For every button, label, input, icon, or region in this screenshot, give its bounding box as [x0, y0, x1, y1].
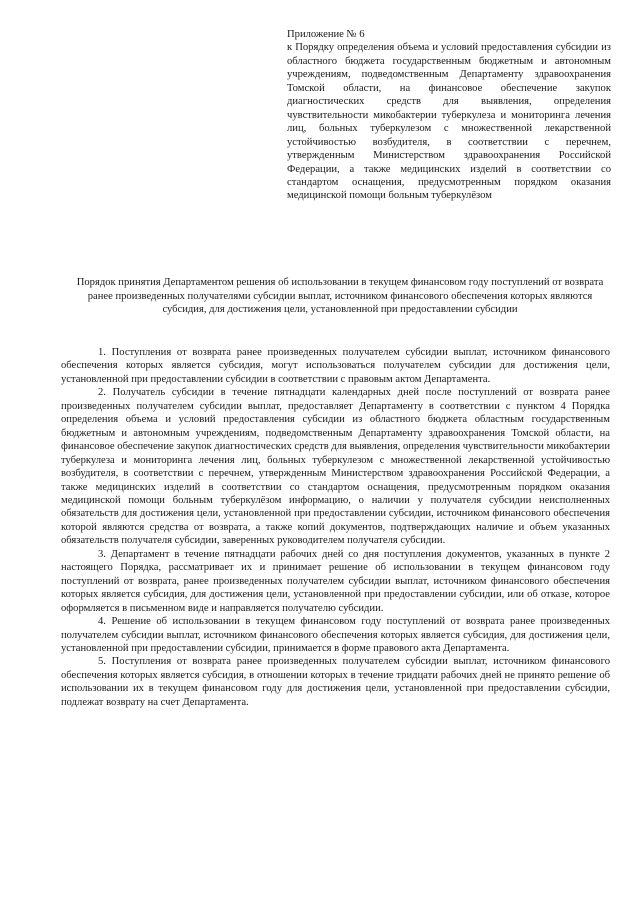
paragraph-3: 3. Департамент в течение пятнадцати рабочих дней со дня поступления документов, указанных в пункте 2 настоящего Порядка, рассматривает их и принимает решение об использовании в текущем финансовом году поступлений от возврата, ранее произведенных получателем субсидии выплат, источником финансового обеспечения которых является субсидия, для достижения цели, установленной при предоставлении субсидии, или об отказе, которое оформляется в письменном виде и направляется получателю субсидии. — [61, 548, 610, 614]
paragraph-2: 2. Получатель субсидии в течение пятнадцати календарных дней после поступлений от возврата ранее произведенных получателем субсидии выплат, предоставляет Департаменту в соответствии с пунктом 4 Порядка определения объема и условий предоставления субсидии из областного бюджета областным государственным бюджетным и автономным учреждениям, подведомственным Департаменту здравоохранения Томской области, на финансовое обеспечение закупок диагностических средств для выявления, определения чувствительности микобактерии туберкулеза и мониторинга лечения лиц, больных туберкулезом с множественной лекарственной устойчивостью возбудителя, в соответствии с перечнем, утвержденным Министерством здравоохранения Российской Федерации, а также медицинских изделий в соответствии со стандартом оснащения, предусмотренным порядком оказания медицинской помощи больным туберкулёзом информацию, о наличии у получателя субсидии неисполненных обязательств для достижения цели, установленной при предоставлении субсидии, источником финансового обеспечения которой являются средства от возврата, а также копий документов, подтверждающих наличие и объем указанных обязательств получателя субсидии, заверенных руководителем получателя субсидии. — [61, 387, 610, 547]
appendix-number: Приложение № 6 — [287, 29, 365, 40]
document-body — [61, 346, 610, 709]
paragraph-5: 5. Поступления от возврата ранее произведенных получателем субсидии выплат, источником финансового обеспечения которых является субсидия, в отношении которых в течение тридцати рабочих дней не принято решение об использовании их в текущем финансовом году для достижения цели, установленной при предоставлении субсидии, подлежат возврату на счет Департамента. — [61, 656, 610, 708]
appendix-header — [287, 28, 611, 203]
appendix-reference-text: к Порядку определения объема и условий предоставления субсидии из областного бюджета государственным бюджетным и автономным учреждениям, подведомственным Департаменту здравоохранения Томской области, на финансовое обеспечение закупок диагностических средств для выявления, определения чувствительности микобактерии туберкулеза и мониторинга лечения лиц, больных туберкулезом с множественной лекарственной устойчивостью возбудителя, в соответствии с перечнем, утвержденным Министерством здравоохранения Российской Федерации, а также медицинских изделий в соответствии со стандартом оснащения, предусмотренным порядком оказания медицинской помощи больным туберкулёзом — [287, 42, 611, 202]
document-title: Порядок принятия Департаментом решения об использовании в текущем финансовом году поступлений от возврата ранее произведенных получателями субсидии выплат, источником финансового обеспечения которых являются субсидия, для достижения цели, установленной при предоставлении субсидии — [76, 277, 604, 316]
paragraph-4: 4. Решение об использовании в текущем финансовом году поступлений от возврата ранее произведенных получателем субсидии выплат, источником финансового обеспечения которых является субсидия, для достижения цели, установленной при предоставлении субсидии, принимается в форме правового акта Департамента. — [61, 616, 610, 654]
paragraph-1: 1. Поступления от возврата ранее произведенных получателем субсидии выплат, источником финансового обеспечения которых является субсидия, могут использоваться получателем субсидии для достижения цели, установленной при предоставлении субсидии в соответствии с правовым актом Департамента. — [61, 347, 610, 385]
